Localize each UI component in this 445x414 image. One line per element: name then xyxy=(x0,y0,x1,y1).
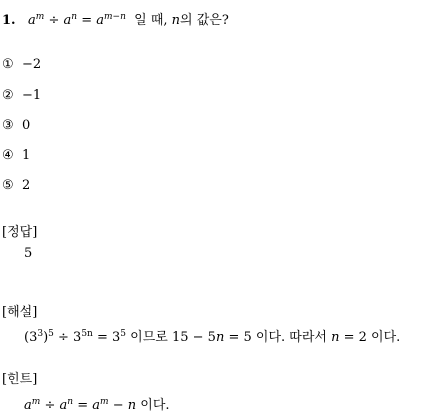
answer-label: [정답] xyxy=(2,225,38,240)
question-n-var: n xyxy=(171,13,181,28)
option-marker: ③ xyxy=(2,118,14,133)
option-3 xyxy=(2,118,30,134)
option-value: 0 xyxy=(22,118,31,133)
sol-exp5n: 5n xyxy=(81,329,93,339)
option-marker: ⑤ xyxy=(2,178,14,193)
sol-exp3: 3 xyxy=(37,329,44,339)
formula-div: ÷ xyxy=(48,13,60,28)
sol-close: ) xyxy=(43,330,49,345)
solution-line xyxy=(24,326,400,346)
question-text-tail: 일 때, xyxy=(134,13,168,28)
question-line xyxy=(2,9,229,29)
sol-n2: n xyxy=(331,330,340,345)
solution-label: [해설] xyxy=(2,305,38,320)
formula-a2: a xyxy=(63,13,72,28)
option-value: 1 xyxy=(22,148,31,163)
hint-eq: = xyxy=(77,398,89,413)
sol-text3: = 2 이다. xyxy=(343,330,401,345)
formula-m1: m xyxy=(35,12,45,22)
option-marker: ④ xyxy=(2,148,14,163)
hint-line xyxy=(24,394,170,414)
hint-div: ÷ xyxy=(44,398,56,413)
hint-m1: m xyxy=(31,397,41,407)
hint-n2: n xyxy=(127,398,137,413)
hint-a2: a xyxy=(59,398,68,413)
hint-tail: 이다. xyxy=(140,398,170,413)
option-5 xyxy=(2,178,30,194)
sol-open: (3 xyxy=(24,330,38,345)
option-4 xyxy=(2,148,30,164)
sol-div: ÷ 3 xyxy=(58,330,82,345)
sol-text2: = 5 이다. 따라서 xyxy=(228,330,327,345)
hint-label: [힌트] xyxy=(2,372,38,387)
hint-m2: m xyxy=(100,397,109,407)
formula-n: n xyxy=(71,12,78,22)
formula-mn: m−n xyxy=(104,12,126,22)
hint-minus: − xyxy=(112,398,124,413)
option-value: −1 xyxy=(22,88,42,103)
answer-value: 5 xyxy=(24,246,33,261)
option-value: 2 xyxy=(22,178,31,193)
sol-eq: = 3 xyxy=(97,330,121,345)
hint-a3: a xyxy=(92,398,101,413)
sol-n1: n xyxy=(215,330,225,345)
sol-text1: 이므로 15 − 5 xyxy=(130,330,216,345)
formula-a1: a xyxy=(27,13,36,28)
hint-n1: n xyxy=(67,397,74,407)
sol-exp5: 5 xyxy=(48,329,54,339)
question-text-end: 의 값은? xyxy=(180,13,229,28)
option-2 xyxy=(2,88,41,104)
formula-a3: a xyxy=(96,13,104,28)
option-marker: ② xyxy=(2,88,14,103)
option-1 xyxy=(2,57,41,73)
question-number: 1. xyxy=(2,13,16,28)
option-marker: ① xyxy=(2,57,14,72)
sol-exp5b: 5 xyxy=(120,329,127,339)
formula-eq: = xyxy=(81,13,93,28)
hint-a1: a xyxy=(24,398,32,413)
option-value: −2 xyxy=(22,57,42,72)
